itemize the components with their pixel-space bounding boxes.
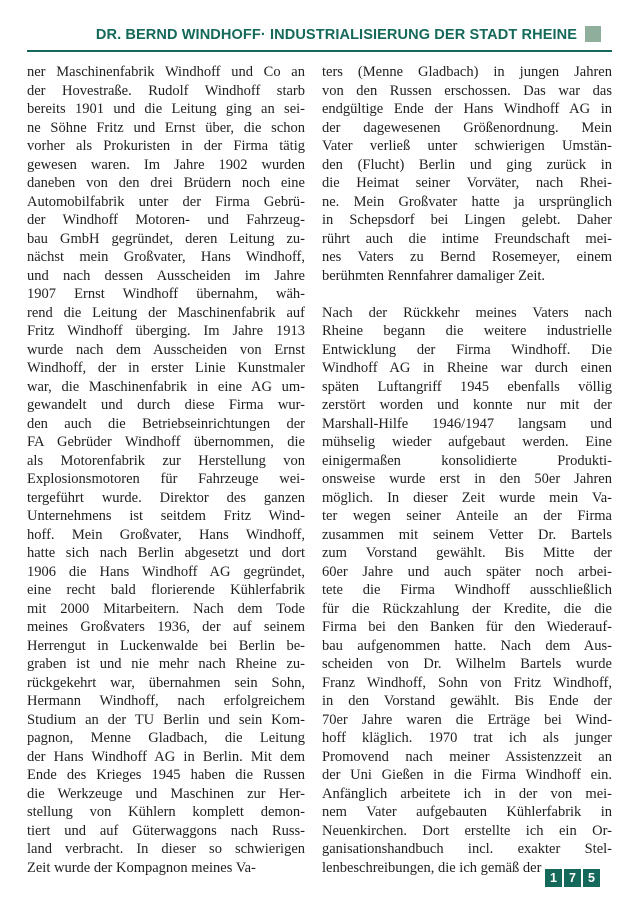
text-line: 1907 Ernst Windhoff übernahm, wäh- xyxy=(27,286,305,302)
page-title: DR. BERND WINDHOFF· INDUSTRIALISIERUNG DER STADT RHEINE xyxy=(95,25,577,43)
text-line: bereits 1901 und die Leitung ging an sei- xyxy=(27,101,305,117)
text-line: ganisationshandbuch incl. exakter Stel- xyxy=(322,841,612,857)
text-line: möglich. In dieser Zeit wurde mein Va- xyxy=(322,489,612,506)
text-line: Neuenkirchen. Dort erstellte ich ein Or- xyxy=(322,822,612,839)
text-line: Windhoff, der in erster Linie Kunstmaler xyxy=(27,360,305,376)
text-line: pagnon, Menne Gladbach, die Leitung xyxy=(27,730,305,746)
text-columns xyxy=(27,63,612,877)
text-line: der dagewesenen Größenordnung. Mein xyxy=(322,119,612,136)
text-line: gewesen waren. Im Jahre 1902 wurden xyxy=(27,156,305,173)
text-line: daneben von den drei Brüdern noch eine xyxy=(27,175,305,191)
text-line: die Heimat seiner Vorväter, nach Rhei- xyxy=(322,175,612,191)
page-header xyxy=(27,24,612,52)
text-line: mühselig wieder aufgebaut werden. Eine xyxy=(322,434,612,450)
text-line: rückgekehrt war, übernahmen sein Sohn, xyxy=(27,674,305,691)
text-line: die Werkzeuge und Maschinen zur Her- xyxy=(27,785,305,802)
paragraph xyxy=(27,63,305,877)
page-digit: 7 xyxy=(564,869,581,887)
paragraph xyxy=(322,63,612,285)
text-line: ner Maschinenfabrik Windhoff und Co an xyxy=(27,64,305,80)
text-line: 60er Jahre und auch später noch arbei- xyxy=(322,563,612,580)
text-line: tiert und auf Güterwaggons nach Russ- xyxy=(27,822,305,839)
text-line: scheiden von Dr. Wilhelm Bartels wurde xyxy=(322,656,612,672)
text-line: einigermaßen konsolidierte Produkti- xyxy=(322,452,612,469)
text-line: rührt auch die intime Freundschaft mei- xyxy=(322,230,612,247)
text-line: den (Flucht) Berlin und ging zurück in xyxy=(322,156,612,173)
text-line: zum Vorstand gewählt. Bis Mitte der xyxy=(322,545,612,561)
text-line: hatte sich nach Berlin abgesetzt und dort xyxy=(27,545,305,561)
text-line: nächst mein Großvater, Hans Windhoff, xyxy=(27,249,305,265)
text-line: für die Rückzahlung der Kredite, die die xyxy=(322,600,612,617)
text-line: FA Gebrüder Windhoff übernommen, die xyxy=(27,434,305,450)
left-column xyxy=(27,63,305,877)
text-line: von den Russen erschossen. Das war das xyxy=(322,82,612,99)
text-line: Entwicklung der Firma Windhoff. Die xyxy=(322,341,612,358)
text-line: Herrengut in Luckenwalde bei Berlin be- xyxy=(27,637,305,654)
text-line: Firma bei den Banken für den Wiederauf- xyxy=(322,619,612,635)
text-line: den auch die Betriebseinrichtungen der xyxy=(27,415,305,432)
text-line: eine recht bald florierende Kühlerfabrik xyxy=(27,582,305,598)
text-line: ters (Menne Gladbach) in jungen Jahren xyxy=(322,64,612,80)
text-line: berühmten Rennfahrer damaliger Zeit. xyxy=(322,267,546,284)
text-line: in Schepsdorf bei Lingen gelebt. Daher xyxy=(322,212,612,228)
text-line: Franz Windhoff, Sohn von Fritz Windhoff, xyxy=(322,674,612,691)
text-line: tete die Firma Windhoff ausschließlich xyxy=(322,582,612,598)
text-line: nem Vater aufgebauten Kühlerfabrik in xyxy=(322,804,612,820)
text-line: und nach dessen Ausscheiden im Jahre xyxy=(27,267,305,284)
text-line: hoff kläglich. 1970 trat ich als junger xyxy=(322,730,612,746)
header-rule xyxy=(27,50,612,52)
page-number xyxy=(545,869,600,887)
text-line: graben ist und nie mehr nach Rheine zu- xyxy=(27,656,305,672)
text-line: Hermann Windhoff, nach erfolgreichem xyxy=(27,693,305,709)
text-line: ne. Mein Großvater hatte ja ursprünglich xyxy=(322,193,612,210)
text-line: rend die Leitung der Maschinenfabrik auf xyxy=(27,304,305,321)
text-line: 1906 die Hans Windhoff AG gegründet, xyxy=(27,563,305,580)
text-line: gewandelt und durch diese Firma wur- xyxy=(27,397,305,413)
text-line: hoff. Mein Großvater, Hans Windhoff, xyxy=(27,526,305,543)
text-line: endgültige Ende der Hans Windhoff AG in xyxy=(322,101,612,117)
text-line: bau aufgenommen hatte. Nach dem Aus- xyxy=(322,637,612,654)
text-line: onsweise wurde erst in den 50er Jahren xyxy=(322,471,612,487)
text-line: Promovend nach meiner Assistenzzeit an xyxy=(322,748,612,765)
text-line: land verbracht. In dieser so schwierigen xyxy=(27,841,305,857)
text-line: lenbeschreibungen, die ich gemäß der xyxy=(322,859,542,876)
text-line: bau GmbH gegründet, deren Leitung zu- xyxy=(27,230,305,247)
text-line: nes Vaters zu Bernd Rosemeyer, einem xyxy=(322,249,612,265)
text-line: der Hovestraße. Rudolf Windhoff starb xyxy=(27,82,305,99)
text-line: in den Vorstand gewählt. Bis Ende der xyxy=(322,693,612,709)
header-row xyxy=(27,24,612,44)
page-digit: 5 xyxy=(583,869,600,887)
right-column xyxy=(322,63,612,877)
text-line: meines Großvaters 1936, der auf seinem xyxy=(27,619,305,635)
text-line: Nach der Rückkehr meines Vaters nach xyxy=(322,304,612,321)
text-line: Marshall-Hilfe 1946/1947 langsam und xyxy=(322,415,612,432)
text-line: vorher als Prokuristen in der Firma tätig xyxy=(27,138,305,154)
text-line: Zeit wurde der Kompagnon meines Va- xyxy=(27,859,256,876)
text-line: Ende des Krieges 1945 haben die Russen xyxy=(27,767,305,783)
text-line: ne Söhne Fritz und Ernst über, die schon xyxy=(27,119,305,136)
text-line: Anfänglich arbeitete ich in der von mei- xyxy=(322,785,612,802)
text-line: mit 2000 Mitarbeitern. Nach dem Tode xyxy=(27,600,305,617)
text-line: Studium an der TU Berlin und sein Kom- xyxy=(27,711,305,728)
text-line: wurde nach dem Ausscheiden von Ernst xyxy=(27,341,305,358)
text-line: Fritz Windhoff überging. Im Jahre 1913 xyxy=(27,323,305,339)
paragraph xyxy=(322,304,612,878)
text-line: der Windhoff Motoren- und Fahrzeug- xyxy=(27,212,305,228)
header-accent-square-icon xyxy=(585,26,601,42)
text-line: zerstört worden und konnte nur mit der xyxy=(322,397,612,413)
text-line: Windhoff AG in Rheine war durch einen xyxy=(322,360,612,376)
text-line: 70er Jahre waren die Erträge bei Wind- xyxy=(322,711,612,728)
text-line: Explosionsmotoren für Fahrzeuge wei- xyxy=(27,471,305,487)
text-line: der Uni Gießen in die Firma Windhoff ein. xyxy=(322,767,612,783)
text-line: stellung von Kühlern komplett demon- xyxy=(27,804,305,820)
text-line: späten Luftangriff 1945 ebenfalls völlig xyxy=(322,378,612,395)
text-line: zusammen mit seinem Vetter Dr. Bartels xyxy=(322,526,612,543)
text-line: Rheine begann die weitere industrielle xyxy=(322,323,612,339)
text-line: der Hans Windhoff AG in Berlin. Mit dem xyxy=(27,748,305,765)
text-line: Unternehmens ist seitdem Fritz Wind- xyxy=(27,508,305,524)
text-line: tergeführt wurde. Direktor des ganzen xyxy=(27,489,305,506)
text-line: war, die Maschinenfabrik in eine AG um- xyxy=(27,378,305,395)
text-line: Vater verließ unter schwierigen Umstän- xyxy=(322,138,612,154)
page-digit: 1 xyxy=(545,869,562,887)
text-line: ter wegen seiner Anteile an der Firma xyxy=(322,508,612,524)
text-line: als Motorenfabrik zur Herstellung von xyxy=(27,452,305,469)
text-line: Automobilfabrik unter der Firma Gebrü- xyxy=(27,193,305,210)
